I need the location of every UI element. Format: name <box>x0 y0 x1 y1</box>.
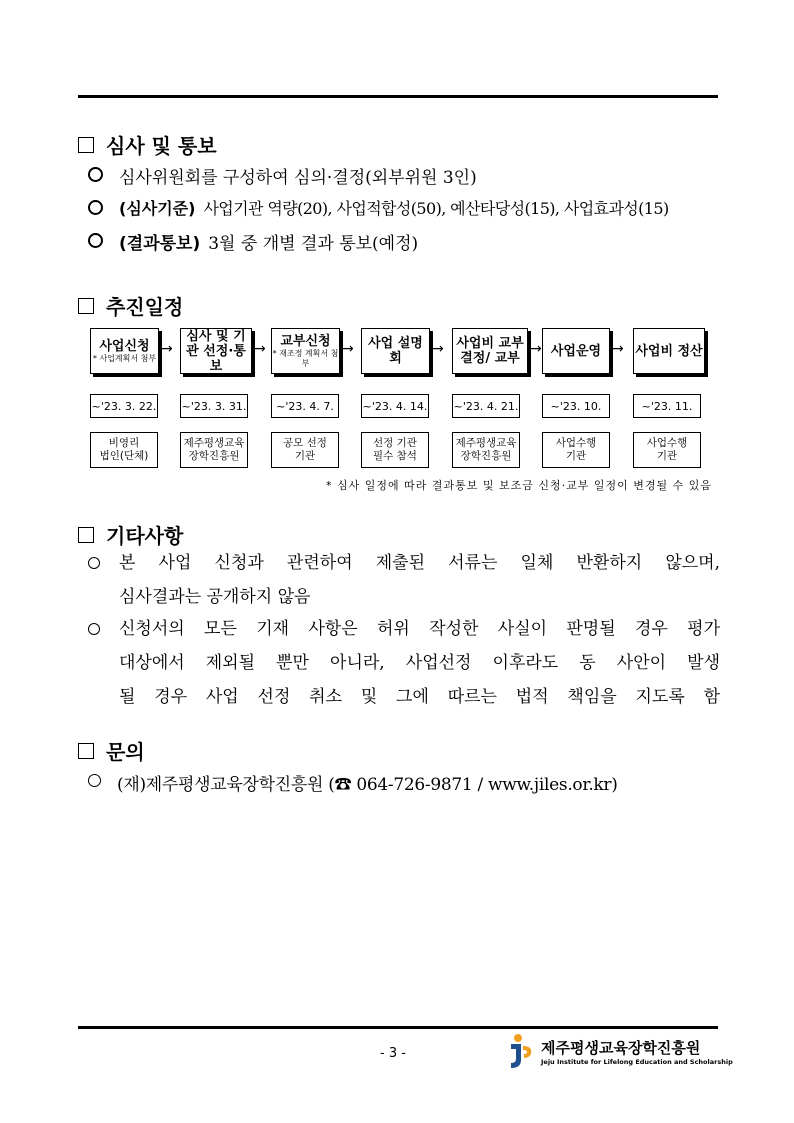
flow-step-date: ~'23. 11. <box>633 394 701 418</box>
circle-bullet-icon <box>88 167 103 182</box>
flow-step-3 <box>271 328 340 374</box>
flow-arrow-icon: → <box>342 341 354 357</box>
flow-step-6 <box>542 328 610 374</box>
flow-step-org-line: 제주평생교육 <box>455 437 517 449</box>
checkbox-square-icon <box>78 298 94 314</box>
checkbox-square-icon <box>78 743 94 759</box>
flow-step-org-line: 제주평생교육 <box>183 437 245 449</box>
flow-step-org <box>361 432 429 468</box>
bottom-rule <box>78 1026 718 1029</box>
circle-bullet-icon <box>88 200 103 215</box>
flow-step-org <box>452 432 520 468</box>
flow-step-sublabel: * 재조정 계획서 첨부 <box>272 348 339 368</box>
section-title-schedule: 추진일정 <box>78 291 183 320</box>
misc-item-2: 신청서의 모든 기재 사항은 허위 작성한 사실이 판명될 경우 평가 대상에서 제외될 뿐만 아니라, 사업선정 이후라도 동 사안이 발생 될 경우 사업 선정 취소 및 그에 따르는 법적 책임을 지도록 함 <box>88 612 720 714</box>
circle-bullet-icon <box>88 623 100 635</box>
flow-step-date: ~'23. 4. 14. <box>361 394 429 418</box>
section-title-misc: 기타사항 <box>78 520 183 549</box>
flow-step-1 <box>90 328 159 374</box>
flow-arrow-icon: → <box>530 341 542 357</box>
flow-step-org <box>542 432 610 468</box>
circle-bullet-icon <box>88 557 100 569</box>
flow-step-label: 교부신청 <box>280 333 331 349</box>
flow-arrow-icon: → <box>612 341 624 357</box>
flow-step-label: 심사 및 기관 선정·통보 <box>186 328 246 374</box>
flow-step-org-line: 장학진흥원 <box>460 450 512 462</box>
flow-step-date: ~'23. 3. 22. <box>90 394 158 418</box>
flow-step-org-line: 비영리 <box>108 437 140 449</box>
flow-step-org-line: 기관 <box>656 450 678 462</box>
flow-step-org-line: 사업수행 <box>555 437 597 449</box>
flow-step-org-line: 선정 기관 <box>373 437 417 449</box>
checkbox-square-icon <box>78 527 94 543</box>
flow-arrow-icon: → <box>161 341 173 357</box>
section-title-contact: 문의 <box>78 736 145 765</box>
flow-step-5 <box>452 328 528 374</box>
checkbox-square-icon <box>78 137 94 153</box>
misc-item-1: 본 사업 신청과 관련하여 제출된 서류는 일체 반환하지 않으며, 심사결과는 공개하지 않음 <box>88 546 720 614</box>
review-item-2: (심사기준) 사업기관 역량(20), 사업적합성(50), 예산타당성(15), 사업효과성(15) <box>88 196 669 219</box>
flow-step-label: 사업신청 <box>99 338 150 354</box>
flow-step-org-line: 장학진흥원 <box>188 450 240 462</box>
org-logo <box>505 1032 733 1070</box>
flow-step-label: 사업비 교부결정/ 교부 <box>456 336 524 366</box>
flow-step-org <box>633 432 701 468</box>
flow-step-org-line: 법인(단체) <box>99 450 149 462</box>
flow-step-4 <box>361 328 430 374</box>
schedule-note: * 심사 일정에 따라 결과통보 및 보조금 신청·교부 일정이 변경될 수 있음 <box>326 479 712 492</box>
review-item-1: 심사위원회를 구성하여 심의·결정(외부위원 3인) <box>88 163 477 188</box>
contact-item: (재)제주평생교육장학진흥원 (☎ 064-726-9871 / www.jiles.or.kr) <box>88 770 618 795</box>
org-name-en: Jeju Institute for Lifelong Education and Scholarship <box>541 1057 733 1066</box>
org-name: 제주평생교육장학진흥원 <box>541 1038 701 1057</box>
flow-step-label: 사업비 정산 <box>635 343 703 359</box>
flow-step-org <box>180 432 248 468</box>
page-number: - 3 - <box>380 1046 406 1061</box>
flow-step-label: 사업운영 <box>550 343 602 359</box>
flow-step-org <box>90 432 158 468</box>
flow-step-date: ~'23. 3. 31. <box>180 394 248 418</box>
flow-step-org <box>271 432 339 468</box>
circle-bullet-icon <box>88 233 103 248</box>
flow-arrow-icon: → <box>254 341 266 357</box>
jiles-logo-icon <box>505 1032 535 1070</box>
top-rule <box>78 95 718 98</box>
flow-step-org-line: 기관 <box>294 450 316 462</box>
flow-step-date: ~'23. 4. 21. <box>452 394 520 418</box>
flow-step-7 <box>633 328 705 374</box>
review-item-3: (결과통보) 3월 중 개별 결과 통보(예정) <box>88 229 418 254</box>
flow-step-org-line: 사업수행 <box>646 437 688 449</box>
flow-step-2 <box>180 328 252 374</box>
flow-step-org-line: 공모 선정 <box>283 437 327 449</box>
circle-bullet-icon <box>88 774 101 787</box>
flow-step-label: 사업 설명회 <box>368 336 423 366</box>
flow-step-sublabel: * 사업계획서 첨부 <box>92 353 157 363</box>
flow-step-date: ~'23. 10. <box>542 394 610 418</box>
flow-step-org-line: 기관 <box>565 450 587 462</box>
flow-arrow-icon: → <box>432 341 444 357</box>
section-title-review: 심사 및 통보 <box>78 130 217 159</box>
flow-step-org-line: 필수 참석 <box>373 450 417 462</box>
flow-step-date: ~'23. 4. 7. <box>271 394 339 418</box>
